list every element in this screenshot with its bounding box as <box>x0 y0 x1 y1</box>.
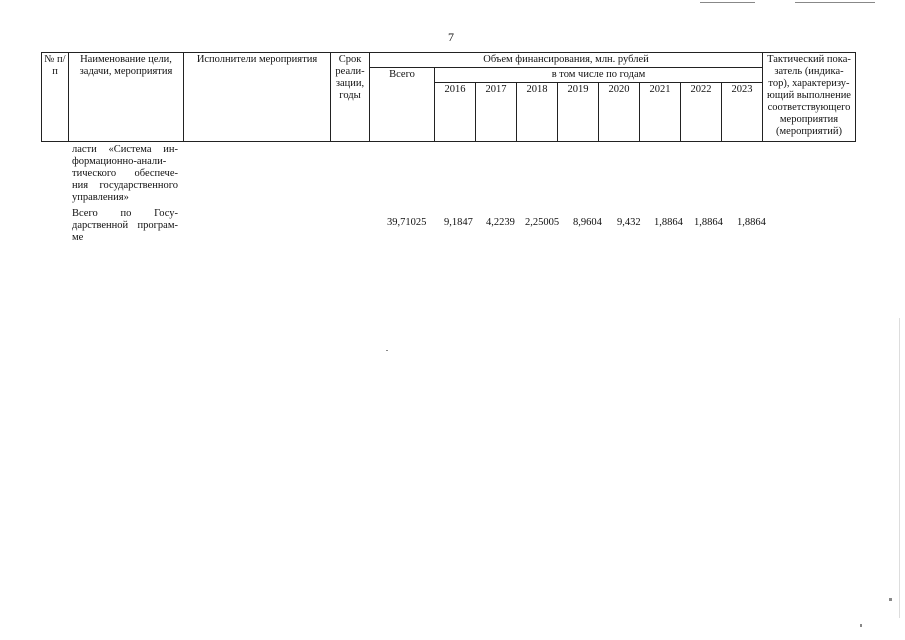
row-total-value: 39,71025 <box>387 217 427 228</box>
header-year-2020: 2020 <box>599 83 640 142</box>
header-total: Всего <box>370 68 435 142</box>
scan-speck <box>889 598 892 601</box>
header-year-2018: 2018 <box>517 83 558 142</box>
row-value-2023: 1,8864 <box>737 217 766 228</box>
header-funding: Объем финансирования, млн. рублей <box>370 53 763 68</box>
row-value-2019: 8,9604 <box>573 217 602 228</box>
header-num: № п/п <box>42 53 69 142</box>
header-year-2022: 2022 <box>681 83 722 142</box>
row-value-2017: 4,2239 <box>486 217 515 228</box>
row-value-2021: 1,8864 <box>654 217 683 228</box>
table-header <box>41 52 856 142</box>
row-value-2020: 9,432 <box>617 217 641 228</box>
header-year-2016: 2016 <box>435 83 476 142</box>
row-value-2018: 2,25005 <box>525 217 560 228</box>
header-name: Наименование цели, задачи, мероприятия <box>69 53 184 142</box>
row-name-system: ласти «Система ин-формационно-анали-тического обеспече-ния государственного управления» <box>72 144 178 203</box>
header-year-2023: 2023 <box>722 83 763 142</box>
row-name-total: Всего по Госу-дарственной програм-ме <box>72 208 178 243</box>
scan-speck <box>386 350 388 351</box>
scan-speck <box>795 2 875 3</box>
header-term: Срок реали-зации, годы <box>331 53 370 142</box>
header-year-2019: 2019 <box>558 83 599 142</box>
header-by-years: в том числе по годам <box>435 68 763 83</box>
page-number: 7 <box>448 30 454 44</box>
header-executors: Исполнители мероприятия <box>184 53 331 142</box>
row-value-2016: 9,1847 <box>444 217 473 228</box>
row-value-2022: 1,8864 <box>694 217 723 228</box>
header-year-2017: 2017 <box>476 83 517 142</box>
header-year-2021: 2021 <box>640 83 681 142</box>
header-indicator: Тактический пока-затель (индика-тор), характеризу-ющий выполнение соответствующего мероприятия (мероприятий) <box>763 53 856 142</box>
scan-edge <box>899 318 900 618</box>
scan-speck <box>700 2 755 3</box>
scan-speck <box>860 624 862 627</box>
